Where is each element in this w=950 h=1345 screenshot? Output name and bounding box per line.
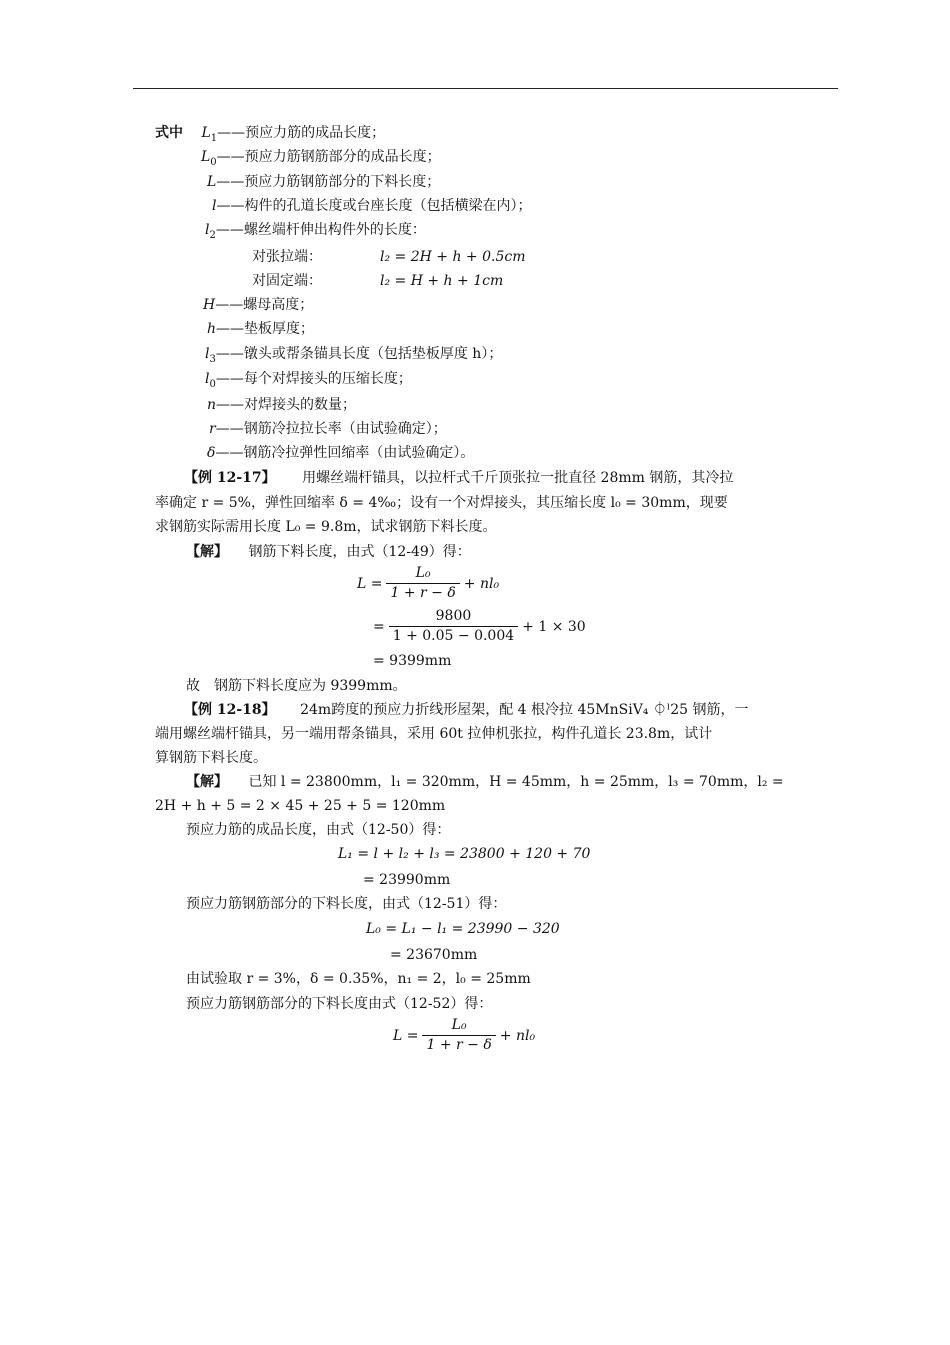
def-subscript: 3 [209,353,216,365]
eq-tail: + 1 × 30 [522,618,586,635]
tension-end-line [252,248,322,266]
ex18-solution-line2: 2H + h + 5 = 2 × 45 + 25 + 5 = 120mm [155,798,446,814]
fraction [422,1017,495,1054]
ex17-line2: 率确定 r = 5%，弹性回缩率 δ = 4‰；设有一个对焊接头，其压缩长度 l₀ = 30mm，现要 [155,495,728,511]
fraction-numerator: L₀ [415,565,431,581]
fraction [386,565,459,602]
solution-text: 已知 l = 23800mm，l₁ = 320mm，H = 45mm，h = 25mm，l₃ = 70mm，l₂ = [248,774,784,790]
def-line-h [207,320,314,338]
def-symbol: δ [207,445,216,461]
def-line-l [212,197,531,215]
ex17-solution [186,543,471,561]
def-text: ——钢筋冷拉弹性回缩率（由试验确定）。 [215,445,475,461]
ex18-step3: 预应力筋钢筋部分的下料长度由式（12-52）得： [186,996,493,1012]
def-line-delta [207,444,474,462]
fixed-formula-text: l₂ = H + h + 1cm [380,273,504,289]
equation-4-text: L₁ = l + l₂ + l₃ = 23800 + 120 + 70 [338,846,591,862]
fixed-formula [380,272,503,290]
ex18-line1 [184,701,749,719]
def-text: ——预应力筋钢筋部分的下料长度； [216,174,441,190]
equation-6 [366,920,560,938]
def-symbol: r [209,421,216,437]
def-symbol: h [207,321,217,337]
ex18-tag: 【例 12-18】 [184,702,276,718]
ex18-text: 24m跨度的预应力折线形屋架，配 4 根冷拉 45MnSiV₄ ⏀ˡ25 钢筋，一 [300,702,749,718]
def-text: ——预应力筋的成品长度； [217,125,386,141]
def-symbol: L [207,174,217,190]
def-text: ——镦头或帮条锚具长度（包括垫板厚度 h）； [215,346,503,362]
equation-2 [373,608,586,645]
def-prefix: 式中 [155,125,183,141]
ex18-step1: 预应力筋的成品长度，由式（12-50）得： [186,822,451,838]
ex17-line1 [184,469,733,487]
def-text: ——对焊接头的数量； [216,397,357,413]
def-line-L1 [155,124,385,148]
def-line-l2 [205,221,426,245]
ex17-tag: 【例 12-17】 [184,470,276,486]
fraction-denominator: 1 + r − δ [386,583,459,602]
equation-1 [357,565,499,602]
def-line-n [207,396,356,414]
ex18-line2: 端用螺丝端杆锚具，另一端用帮条锚具，采用 60t 拉伸机张拉，构件孔道长 23.8m，试计 [155,726,713,742]
equation-6-text: L₀ = L₁ − l₁ = 23990 − 320 [366,921,560,937]
equation-7: = 23670mm [390,947,478,963]
def-line-L [207,173,440,191]
def-subscript: 0 [209,378,216,390]
def-line-r [209,420,447,438]
fixed-label: 对固定端： [252,273,322,289]
ex18-step2: 预应力筋钢筋部分的下料长度，由式（12-51）得： [186,896,507,912]
def-symbol: L [201,125,211,141]
tension-formula [380,248,526,266]
eq-lhs: = [373,618,385,635]
def-symbol: l [205,222,210,238]
def-symbol: l [205,346,210,362]
eq-lhs: L = [357,575,383,592]
tension-formula-text: l₂ = 2H + h + 0.5cm [380,249,526,265]
equation-3: = 9399mm [373,653,452,669]
def-text: ——预应力筋钢筋部分的成品长度； [216,149,441,165]
solution-tag: 【解】 [186,544,228,560]
def-symbol: l [205,371,210,387]
fraction-numerator: L₀ [451,1017,467,1033]
equation-5: = 23990mm [363,872,451,888]
def-line-l3 [205,345,502,369]
eq-tail: + nl₀ [499,1027,536,1044]
ex17-conclusion: 故 钢筋下料长度应为 9399mm。 [186,678,407,694]
fraction-numerator: 9800 [435,608,472,624]
def-text: ——构件的孔道长度或台座长度（包括横梁在内）； [216,198,532,214]
def-symbol: l [212,198,217,214]
def-subscript: 2 [209,229,216,241]
solution-tag: 【解】 [186,774,228,790]
def-text: ——螺母高度； [215,297,314,313]
eq-lhs: L = [393,1027,419,1044]
header-rule [133,88,838,89]
tension-label: 对张拉端： [252,249,322,265]
def-line-L0 [201,148,441,172]
fraction-denominator: 1 + r − δ [422,1035,495,1054]
def-symbol: n [207,397,217,413]
ex18-line3: 算钢筋下料长度。 [155,750,267,766]
equation-4 [338,845,590,863]
fraction [389,608,518,645]
ex18-solution [186,773,784,791]
def-text: ——钢筋冷拉拉长率（由试验确定）； [215,421,447,437]
fixed-end-line [252,272,322,290]
def-subscript: 1 [210,132,218,144]
ex17-text: 用螺丝端杆锚具，以拉杆式千斤顶张拉一批直径 28mm 钢筋，其冷拉 [302,470,734,486]
def-symbol: H [203,297,216,313]
def-line-H [203,296,313,314]
ex17-line3: 求钢筋实际需用长度 L₀ = 9.8m，试求钢筋下料长度。 [155,519,497,535]
solution-text: 钢筋下料长度，由式（12-49）得： [248,544,471,560]
def-text: ——垫板厚度； [216,321,315,337]
def-subscript: 0 [210,156,217,168]
def-text: ——每个对焊接头的压缩长度； [215,371,412,387]
ex18-test-values: 由试验取 r = 3%，δ = 0.35%，n₁ = 2，l₀ = 25mm [186,971,531,987]
def-text: ——螺丝端杆伸出构件外的长度： [215,222,426,238]
eq-tail: + nl₀ [463,575,500,592]
equation-8 [393,1017,535,1054]
fraction-denominator: 1 + 0.05 − 0.004 [389,626,518,645]
def-line-l0 [205,370,412,394]
def-symbol: L [201,149,211,165]
